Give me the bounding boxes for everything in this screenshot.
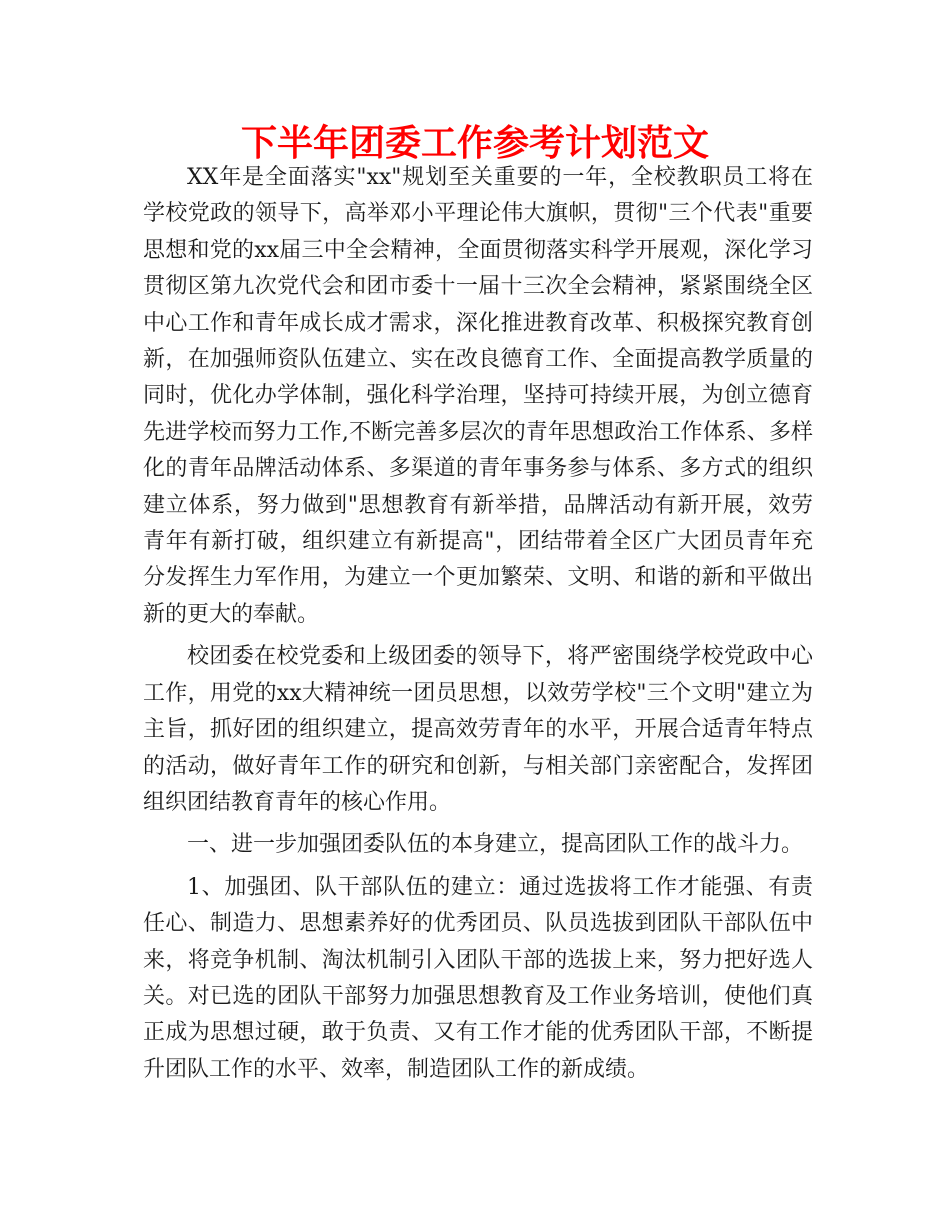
- paragraph-item-1: 1、加强团、队干部队伍的建立：通过选拔将工作才能强、有责任心、制造力、思想素养好的优秀团员、队员选拔到团队干部队伍中来，将竞争机制、淘汰机制引入团队干部的选拔上来，努力把好选人关。对已选的团队干部努力加强思想教育及工作业务培训，使他们真正成为思想过硬，敢于负责、又有工作才能的优秀团队干部，不断提升团队工作的水平、效率，制造团队工作的新成绩。: [143, 874, 813, 1082]
- paragraph-mission: 校团委在校党委和上级团委的领导下，将严密围绕学校党政中心工作，用党的xx大精神统一团员思想，以效劳学校"三个文明"建立为主旨，抓好团的组织建立，提高效劳青年的水平，开展合适青年特点的活动，做好青年工作的研究和创新，与相关部门亲密配合，发挥团组织团结教育青年的核心作用。: [143, 644, 813, 815]
- paragraph-intro: XX年是全面落实"xx"规划至关重要的一年，全校教职员工将在学校党政的领导下，高举邓小平理论伟大旗帜，贯彻"三个代表"重要思想和党的xx届三中全会精神，全面贯彻落实科学开展观，深化学习贯彻区第九次党代会和团市委十一届十三次全会精神，紧紧围绕全区中心工作和青年成长成才需求，深化推进教育改革、积极探究教育创新，在加强师资队伍建立、实在改良德育工作、全面提高教学质量的同时，优化办学体制，强化科学治理，坚持可持续开展，为创立德育先进学校而努力工作,不断完善多层次的青年思想政治工作体系、多样化的青年品牌活动体系、多渠道的青年事务参与体系、多方式的组织建立体系，努力做到"思想教育有新举措，品牌活动有新开展，效劳青年有新打破，组织建立有新提高"，团结带着全区广大团员青年充分发挥生力军作用，为建立一个更加繁荣、文明、和谐的新和平做出新的更大的奉献。: [143, 165, 813, 627]
- section-heading-1: 一、进一步加强团委队伍的本身建立，提高团队工作的战斗力。: [187, 832, 804, 858]
- document-title: 下半年团委工作参考计划范文: [240, 123, 709, 164]
- document-body: [143, 160, 813, 1094]
